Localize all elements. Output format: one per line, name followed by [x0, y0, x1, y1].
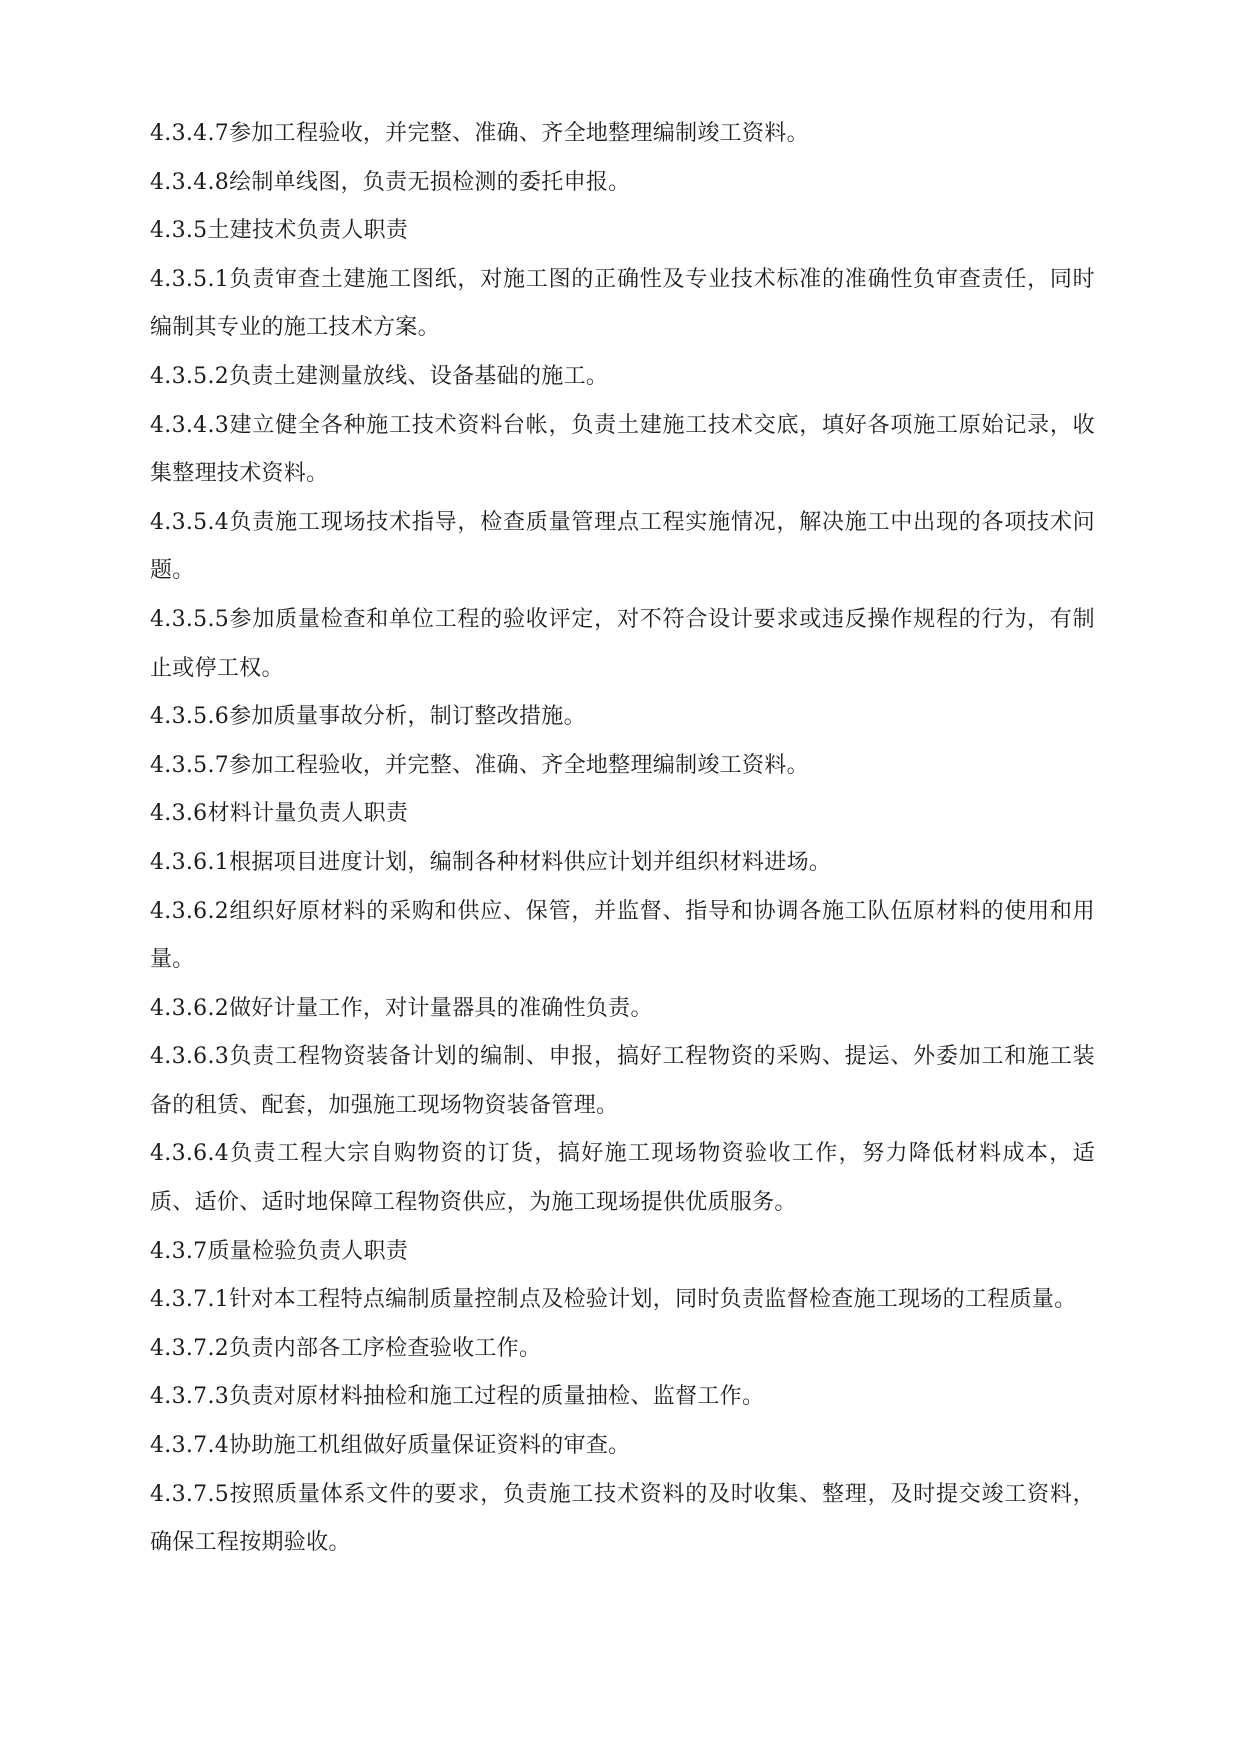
section-heading-4-3-5: 4.3.5土建技术负责人职责 [150, 218, 409, 244]
clause-4-3-7-2: 4.3.7.2负责内部各工序检查验收工作。 [150, 1335, 542, 1361]
clause-4-3-5-1: 4.3.5.1负责审查土建施工图纸，对施工图的正确性及专业技术标准的准确性负审查责任，同时编制其专业的施工技术方案。 [150, 266, 1095, 341]
clause-4-3-6-4: 4.3.6.4负责工程大宗自购物资的订货，搞好施工现场物资验收工作，努力降低材料成本，适质、适价、适时地保障工程物资供应，为施工现场提供优质服务。 [150, 1141, 1095, 1216]
document-page [150, 110, 1095, 1568]
clause-4-3-4-7: 4.3.4.7参加工程验收，并完整、准确、齐全地整理编制竣工资料。 [150, 121, 809, 146]
clause-4-3-4-8: 4.3.4.8绘制单线图，负责无损检测的委托申报。 [150, 169, 631, 195]
section-heading-4-3-6: 4.3.6材料计量负责人职责 [150, 801, 409, 827]
clause-4-3-6-2-a: 4.3.6.2组织好原材料的采购和供应、保管，并监督、指导和协调各施工队伍原材料的使用和用量。 [150, 898, 1095, 973]
clause-4-3-5-6: 4.3.5.6参加质量事故分析，制订整改措施。 [150, 704, 586, 730]
clause-4-3-7-5: 4.3.7.5按照质量体系文件的要求，负责施工技术资料的及时收集、整理，及时提交竣工资料，确保工程按期验收。 [150, 1481, 1095, 1556]
clause-4-3-7-3: 4.3.7.3负责对原材料抽检和施工过程的质量抽检、监督工作。 [150, 1384, 765, 1410]
clause-4-3-6-1: 4.3.6.1根据项目进度计划，编制各种材料供应计划并组织材料进场。 [150, 849, 832, 875]
clause-4-3-7-1: 4.3.7.1针对本工程特点编制质量控制点及检验计划，同时负责监督检查施工现场的工程质量。 [150, 1287, 1077, 1313]
clause-4-3-5-4: 4.3.5.4负责施工现场技术指导，检查质量管理点工程实施情况，解决施工中出现的各项技术问题。 [150, 509, 1095, 584]
clause-4-3-4-3: 4.3.4.3建立健全各种施工技术资料台帐，负责土建施工技术交底，填好各项施工原始记录，收集整理技术资料。 [150, 412, 1095, 487]
clause-4-3-6-2-b: 4.3.6.2做好计量工作，对计量器具的准确性负责。 [150, 995, 653, 1021]
clause-4-3-6-3: 4.3.6.3负责工程物资装备计划的编制、申报，搞好工程物资的采购、提运、外委加工和施工装备的租赁、配套，加强施工现场物资装备管理。 [150, 1044, 1095, 1118]
section-heading-4-3-7: 4.3.7质量检验负责人职责 [150, 1238, 409, 1264]
clause-4-3-5-2: 4.3.5.2负责土建测量放线、设备基础的施工。 [150, 363, 609, 389]
clause-4-3-5-7: 4.3.5.7参加工程验收，并完整、准确、齐全地整理编制竣工资料。 [150, 752, 809, 778]
clause-4-3-7-4: 4.3.7.4协助施工机组做好质量保证资料的审查。 [150, 1433, 631, 1459]
clause-4-3-5-5: 4.3.5.5参加质量检查和单位工程的验收评定，对不符合设计要求或违反操作规程的行为，有制止或停工权。 [150, 606, 1095, 681]
